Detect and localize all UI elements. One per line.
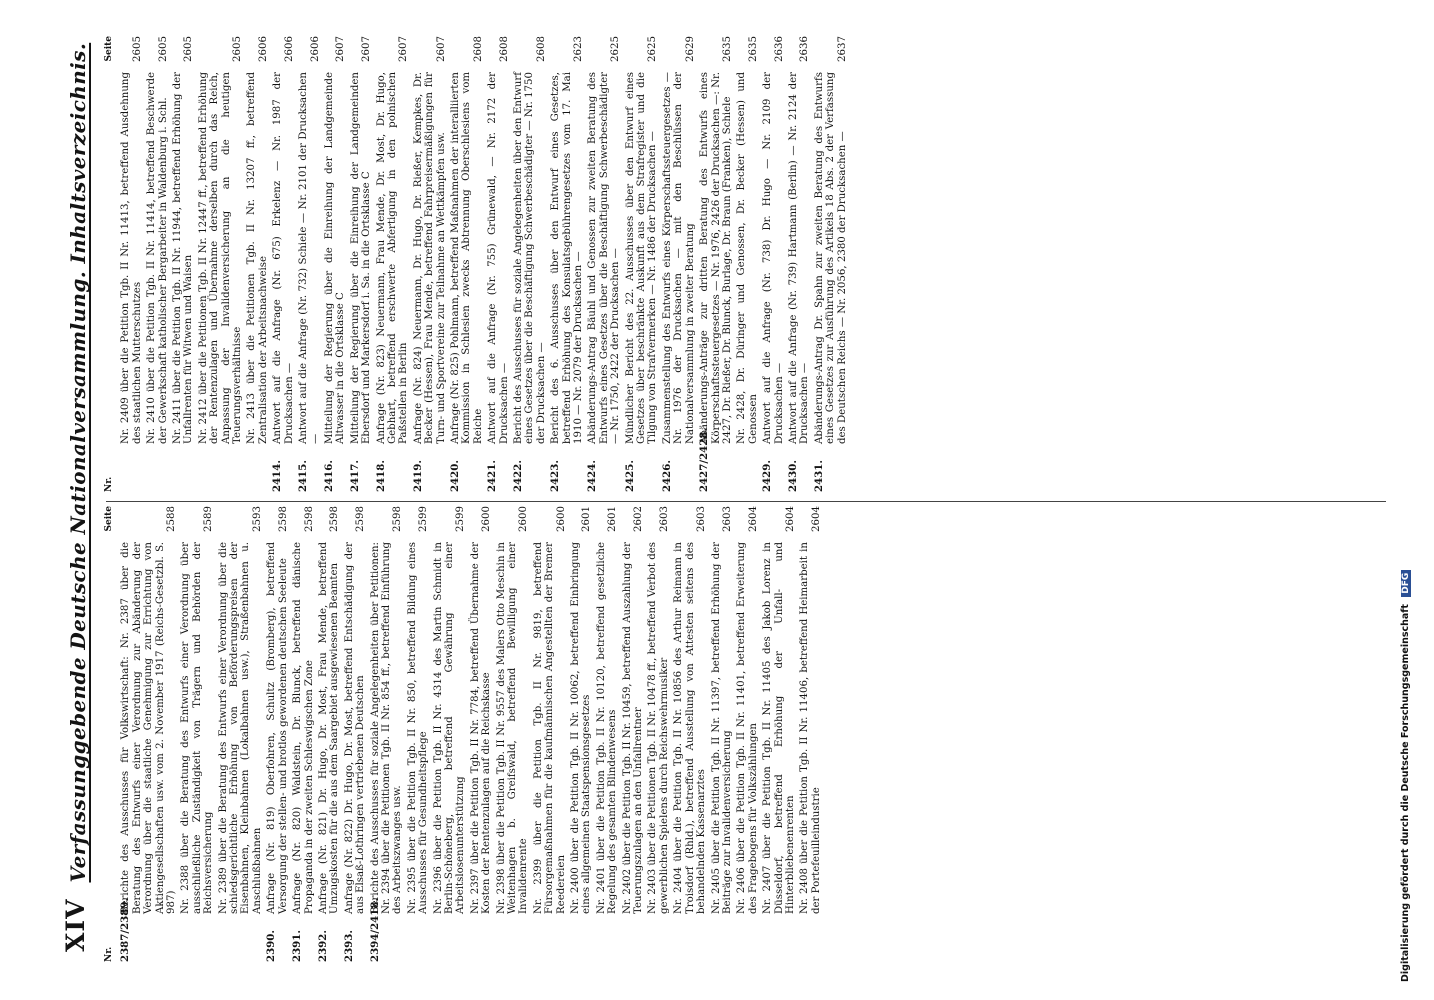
- index-entry: [487, 36, 510, 492]
- index-entry: [736, 36, 759, 492]
- index-entry: [570, 506, 593, 962]
- entry-text: Antwort auf die Anfrage (Nr. 739) Hartmann (Berlin) — Nr. 2124 der Drucksachen —: [787, 72, 811, 444]
- index-entry: [324, 36, 347, 492]
- index-column-left: [104, 506, 1390, 962]
- entry-text: Nr. 2407 über die Petition Tgb. II Nr. 11405 des Jakob Lorenz in Düsseldorf, betreffend Erhöhung der Unfall- und Hinterbliebenenrenten: [762, 542, 796, 914]
- index-entry: [533, 506, 567, 962]
- entry-number: [146, 448, 169, 492]
- index-entry: [172, 36, 195, 492]
- index-entry: [736, 506, 759, 962]
- entry-page: 2589: [203, 506, 215, 532]
- entry-text: Nr. 2388 über die Beratung des Entwurfs einer Verordnung über ausschließliche Zuständigkeit von Trägern und Behörden der Reichsversicherung: [180, 542, 215, 914]
- entry-number: 2420.: [448, 460, 461, 492]
- entry-page: 2608: [498, 36, 510, 62]
- index-entry: [711, 506, 734, 962]
- page-header: [46, 32, 90, 952]
- entry-list: [120, 36, 848, 492]
- entry-page: 2600: [518, 506, 530, 532]
- entry-number: 2390.: [265, 930, 278, 962]
- entry-number: [433, 918, 467, 962]
- index-entry: [622, 506, 645, 962]
- entry-text: Mitteilung der Regierung über die Einreihung der Landgemeinden Ebersdorf und Markersdorf i. Sa. in die Ortsklasse C: [349, 72, 373, 444]
- entry-number: [673, 918, 707, 962]
- index-entry: [318, 506, 341, 962]
- entry-number: 2391.: [291, 930, 304, 962]
- entry-number: 2430.: [786, 460, 799, 492]
- entry-text: Antwort auf die Anfrage (Nr. 738) Dr. Hugo — Nr. 2109 der Drucksachen —: [762, 72, 785, 444]
- index-entry: [246, 36, 269, 492]
- seite-label: Seite: [104, 36, 114, 62]
- entry-page: 2635: [721, 36, 733, 62]
- entry-text: Nr. 2397 über die Petition Tgb. II Nr. 7784, betreffend Übernahme der Kosten der Rentenzulagen auf die Reichskasse: [469, 542, 493, 914]
- entry-page: 2603: [721, 506, 733, 532]
- entry-page: 2602: [633, 506, 645, 532]
- entry-number: 2416.: [322, 460, 335, 492]
- entry-page: 2599: [418, 506, 430, 532]
- entry-number: [246, 448, 269, 492]
- entry-number: [180, 918, 214, 962]
- entry-list: [120, 506, 822, 962]
- index-entry: [433, 506, 467, 962]
- page-number: XIV: [61, 898, 90, 952]
- entry-number: 2426.: [660, 460, 673, 492]
- index-entry: [513, 36, 547, 492]
- entry-number: 2423.: [549, 460, 562, 492]
- entry-text: Antwort auf die Anfrage (Nr. 755) Grünewald, — Nr. 2172 der Drucksachen —: [487, 72, 510, 444]
- entry-number: 2387/2389.: [119, 898, 132, 962]
- entry-page: 2607: [435, 36, 447, 62]
- entry-page: 2625: [610, 36, 622, 62]
- index-entry: [218, 506, 264, 962]
- entry-number: 2414.: [271, 460, 284, 492]
- entry-page: 2605: [157, 36, 169, 62]
- credit-text: Digitalisierung gefördert durch die Deutsche Forschungsgemeinschaft: [1400, 604, 1411, 982]
- entry-text: Nr. 2428, Dr. Düringer und Genossen, Dr. Becker (Hessen) und Genossen: [736, 72, 759, 444]
- index-entry: [344, 506, 367, 962]
- entry-number: 2431.: [812, 460, 825, 492]
- entry-number: [647, 918, 670, 962]
- entry-page: 2623: [573, 36, 585, 62]
- entry-page: 2601: [581, 506, 593, 532]
- entry-text: Nr. 2400 über die Petition Tgb. II Nr. 10062, betreffend Einbringung eines allgemeinen Staatspensionsgesetzes: [570, 542, 593, 914]
- index-entry: [350, 36, 373, 492]
- entry-text: Anfrage (Nr. 822) Dr. Hugo, Dr. Most, betreffend Entschädigung der aus Elsaß-Lothringen vertriebenen Deutschen: [343, 542, 367, 914]
- entry-number: 2427/2428.: [698, 428, 711, 492]
- entry-text: Zusammenstellung des Entwurfs eines Körperschaftssteuergesetzes — Nr. 1976 der Drucksachen — mit den Beschlüssen der Nationalversammlung in zweiter Beratung: [661, 72, 696, 444]
- index-entry: [496, 506, 530, 962]
- entry-page: 2603: [658, 506, 670, 532]
- entry-text: Nr. 2396 über die Petition Tgb. II Nr. 4314 des Martin Schmidt in Berlin-Schöneberg, betreffend Gewährung einer Arbeitslosenunterstützung: [432, 542, 467, 914]
- entry-text: Anfrage (Nr. 820) Waldstein, Dr. Blunck, betreffend dänische Propaganda in der zweiten Schleswigschen Zone: [292, 542, 315, 914]
- entry-number: [622, 918, 645, 962]
- entry-text: Nr. 2401 über die Petition Tgb. II Nr. 10120, betreffend gesetzliche Regelung des gesamten Blindenwesens: [595, 542, 619, 914]
- index-entry: [799, 506, 822, 962]
- index-entry: [587, 36, 621, 492]
- entry-number: 2415.: [297, 460, 310, 492]
- entry-number: [736, 448, 759, 492]
- column-header: [104, 506, 115, 962]
- entry-number: [198, 448, 244, 492]
- entry-text: Nr. 2406 über die Petition Tgb. II Nr. 11401, betreffend Erweiterung des Fragebogens für Volkszählungen: [736, 542, 759, 914]
- index-entry: [470, 506, 493, 962]
- entry-page: 2607: [335, 36, 347, 62]
- index-entry: [788, 36, 811, 492]
- entry-page: 2603: [696, 506, 708, 532]
- entry-text: Abänderungs-Antrag Dr. Spahn zur zweiten Beratung des Entwurfs eines Gesetzes zur Ausführung des Artikels 18 Abs. 2 der Verfassung des Deutschen Reichs — Nr. 2056, 2380 der Drucksachen —: [813, 72, 848, 444]
- entry-page: 2598: [277, 506, 289, 532]
- entry-text: Abänderungs-Antrag Bäuhl und Genossen zur zweiten Beratung des Entwurfs eines Gesetzes über die Beschäftigung Schwerbeschädigter — Nr. 1750, 2422 der Drucksachen —: [587, 72, 622, 444]
- entry-number: 2425.: [623, 460, 636, 492]
- entry-number: 2393.: [342, 930, 355, 962]
- entry-page: 2637: [836, 36, 848, 62]
- entry-text: Anfrage (Nr. 819) Oberfohren, Schultz (Bromberg), betreffend Versorgung der stellen- und brotlos gewordenen deutschen Seeleute: [266, 542, 289, 914]
- entry-page: 2605: [232, 36, 244, 62]
- entry-text: Antwort auf die Anfrage (Nr. 732) Schiele — Nr. 2101 der Drucksachen —: [298, 72, 321, 444]
- entry-number: [218, 918, 264, 962]
- index-entry: [762, 36, 785, 492]
- entry-number: [533, 918, 567, 962]
- page-title: Verfassunggebende Deutsche Nationalversammlung. Inhaltsverzeichnis.: [66, 42, 90, 883]
- entry-page: 2604: [784, 506, 796, 532]
- entry-number: [762, 918, 796, 962]
- entry-number: [736, 918, 759, 962]
- entry-number: 2422.: [512, 460, 524, 492]
- entry-number: 2424.: [586, 460, 599, 492]
- index-entry: [120, 506, 177, 962]
- entry-number: [496, 918, 530, 962]
- credit-strip: [1418, 0, 1434, 1000]
- entry-page: 2593: [251, 506, 263, 532]
- entry-number: 2419.: [411, 460, 424, 492]
- index-entry: [292, 506, 315, 962]
- entry-text: Abänderungs-Anträge zur dritten Beratung des Entwurfs eines Körperschaftssteuergesetzes — Nr. 1976, 2426 der Drucksachen —: Nr. 2427, Dr. Rießer, Dr. Blunck, Burlage, Dr. Braun (Franken), Schiele: [699, 72, 733, 444]
- index-entry: [272, 36, 295, 492]
- index-entry: [550, 36, 584, 492]
- index-entry: [625, 36, 659, 492]
- entry-page: 2601: [607, 506, 619, 532]
- index-entry: [762, 506, 796, 962]
- column-header: [104, 36, 115, 492]
- nr-label: Nr.: [104, 476, 114, 492]
- entry-text: Nr. 2413 über die Petitionen Tgb. II Nr. 13207 ff., betreffend Zentralisation der Arbeitsnachweise: [246, 72, 269, 444]
- entry-page: 2598: [392, 506, 404, 532]
- index-entry: [376, 36, 410, 492]
- entry-page: 2598: [329, 506, 341, 532]
- entry-text: Nr. 2402 über die Petition Tgb. II Nr. 10459, betreffend Auszahlung der Teuerungszulagen an den Unfallrentner: [621, 542, 645, 914]
- entry-number: [407, 918, 430, 962]
- seite-label: Seite: [104, 506, 114, 532]
- entry-text: Nr. 2410 über die Petition Tgb. II Nr. 11414, betreffend Beschwerde der Gewerkschaft katholischer Bergarbeiter in Waldenburg i. Schl.: [146, 72, 169, 444]
- index-entry: [699, 36, 733, 492]
- index-entry: [662, 36, 696, 492]
- entry-text: Antwort auf die Anfrage (Nr. 675) Erkelenz — Nr. 1987 der Drucksachen —: [272, 72, 295, 444]
- entry-number: 2418.: [374, 460, 387, 492]
- entry-number: 2417.: [348, 460, 361, 492]
- entry-page: 2599: [455, 506, 467, 532]
- entry-text: Anfrage (Nr. 825) Pohlmann, betreffend Maßnahmen der interalliierten Kommission in Schlesien zwecks Abtrennung Oberschlesiens vom Reiche: [449, 72, 484, 444]
- entry-page: 2607: [398, 36, 410, 62]
- nr-label: Nr.: [104, 946, 114, 962]
- index-entry: [298, 36, 321, 492]
- entry-page: 2606: [283, 36, 295, 62]
- entry-page: 2598: [303, 506, 315, 532]
- digitization-credit: [1400, 0, 1420, 1000]
- entry-page: 2600: [481, 506, 493, 532]
- entry-text: Nr. 2399 über die Petition Tgb. II Nr. 9819, betreffend Fürsorgemaßnahmen für die kaufmännischen Angestellten der Bremer Reedereien: [532, 542, 567, 914]
- entry-page: 2625: [647, 36, 659, 62]
- entry-page: 2608: [472, 36, 484, 62]
- entry-page: 2629: [684, 36, 696, 62]
- dfg-logo: DFG: [1401, 570, 1411, 597]
- entry-number: [470, 918, 493, 962]
- entry-number: [120, 448, 143, 492]
- entry-page: 2600: [555, 506, 567, 532]
- index-column-right: [104, 36, 1390, 492]
- entry-text: Mitteilung der Regierung über die Einreihung der Landgemeinde Altwasser in die Ortsklasse C: [323, 72, 347, 444]
- entry-page: 2607: [361, 36, 373, 62]
- index-entry: [120, 36, 143, 492]
- entry-number: [596, 918, 619, 962]
- index-entry: [198, 36, 244, 492]
- entry-text: Nr. 2403 über die Petitionen Tgb. II Nr. 10478 ff., betreffend Verbot des gewerblichen Spielens durch Reichswehrmusiker: [647, 542, 670, 914]
- entry-text: Mündlicher Bericht des 22. Ausschusses über den Entwurf eines Gesetzes über beschränkte Auskunft aus dem Strafregister und die Tilgung von Strafvermerken — Nr. 1486 der Drucksachen —: [624, 72, 659, 444]
- entry-page: 2598: [355, 506, 367, 532]
- entry-page: 2604: [747, 506, 759, 532]
- entry-text: Anfrage (Nr. 823) Neuermann, Frau Mende, Dr. Most, Dr. Hugo, Gebhart, betreffend erschwerte Abfertigung in den polnischen Paßstellen in Berlin: [375, 72, 410, 444]
- entry-text: Anfrage (Nr. 821) Dr. Hugo, Dr. Most, Frau Mende, betreffend Umzugskosten für die aus dem Saargebiet ausgewiesenen Beamten: [317, 542, 341, 914]
- index-entry: [814, 36, 848, 492]
- entry-page: 2608: [535, 36, 547, 62]
- entry-text: Nr. 2395 über die Petition Tgb. II Nr. 850, betreffend Bildung eines Ausschusses für Gesundheitspflege: [406, 542, 430, 914]
- entry-number: 2394/2418.: [368, 898, 381, 962]
- entry-text: Nr. 2412 über die Petitionen Tgb. II Nr. 12447 ff., betreffend Erhöhung der Rentenzulagen und Übernahme derselben durch das Reich, Anpassung der Invalidenversicherung an die heutigen Teuerungsverhältnisse: [197, 72, 244, 444]
- index-entry: [450, 36, 484, 492]
- entry-page: 2588: [166, 506, 178, 532]
- index-entry: [413, 36, 447, 492]
- entry-page: 2636: [773, 36, 785, 62]
- entry-page: 2606: [309, 36, 321, 62]
- entry-number: 2429.: [761, 460, 774, 492]
- entry-page: 2635: [747, 36, 759, 62]
- entry-number: 2392.: [316, 930, 329, 962]
- column-divider: [106, 501, 1386, 502]
- entry-page: 2636: [799, 36, 811, 62]
- entry-number: [172, 448, 195, 492]
- entry-text: Nr. 2404 über die Petition Tgb. II Nr. 10856 des Arthur Reimann in Troisdorf (Rhld.), betreffend Ausstellung von Attesten seitens des behandelnden Kassenarztes: [673, 542, 708, 914]
- index-entry: [673, 506, 707, 962]
- entry-text: Bericht des 6. Ausschusses über den Entwurf eines Gesetzes, betreffend Erhöhung des Konsulatsgebührengesetzes vom 17. Mai 1910 — Nr. 2079 der Drucksachen —: [550, 72, 585, 444]
- index-entry: [370, 506, 404, 962]
- entry-number: [799, 918, 822, 962]
- entry-number: [570, 918, 593, 962]
- entry-text: Nr. 2409 über die Petition Tgb. II Nr. 11413, betreffend Ausdehnung des staatlichen Mutterschutzes: [120, 72, 143, 444]
- entry-text: Anfrage (Nr. 824) Neuermann, Dr. Hugo, Dr. Rießer, Kempkes, Dr. Becker (Hessen), Frau Mende, betreffend Fahrpreisermäßigungen für Turn- und Sportvereine zur Teilnahme an Wettkämpfen usw.: [412, 72, 447, 444]
- index-entry: [647, 506, 670, 962]
- index-entry: [596, 506, 619, 962]
- entry-text: Bericht des Ausschusses für soziale Angelegenheiten über den Entwurf eines Gesetzes über die Beschäftigung Schwerbeschädigter — Nr. 1750 der Drucksachen —: [513, 72, 547, 444]
- entry-page: 2605: [131, 36, 143, 62]
- index-entry: [146, 36, 169, 492]
- entry-text: Nr. 2405 über die Petition Tgb. II Nr. 11397, betreffend Erhöhung der Beiträge zur Invalidenversicherung: [710, 542, 733, 914]
- entry-text: Nr. 2408 über die Petition Tgb. II Nr. 11406, betreffend Heimarbeit in der Portefeuilleindustrie: [799, 542, 822, 914]
- entry-text: Nr. 2411 über die Petition Tgb. II Nr. 11944, betreffend Erhöhung der Unfallrenten für Witwen und Waisen: [172, 72, 195, 444]
- entry-number: 2421.: [486, 460, 499, 492]
- entry-text: Berichte des Ausschusses für Volkswirtschaft: Nr. 2387 über die Beratung des Entwurfs einer Verordnung zur Abänderung der Verordnung über die staatliche Genehmigung zur Errichtung von Aktiengesellschaften usw. vom 2. November 1917 (Reichs-Gesetzbl. S. 987): [120, 542, 178, 914]
- entry-page: 2606: [257, 36, 269, 62]
- entry-page: 2604: [810, 506, 822, 532]
- index-entry: [266, 506, 289, 962]
- entry-number: [711, 918, 734, 962]
- entry-page: 2605: [183, 36, 195, 62]
- entry-text: Berichte des Ausschusses für soziale Angelegenheiten über Petitionen: Nr. 2394 über die Petitionen Tgb. II Nr. 854 ff., betreffend Einführung des Arbeitszwanges usw.: [369, 542, 404, 914]
- index-entry: [180, 506, 214, 962]
- index-entry: [407, 506, 430, 962]
- entry-text: Nr. 2398 über die Petition Tgb. II Nr. 9557 des Malers Otto Meschin in Weitenhagen b. Greifswald, betreffend Bewilligung einer Invalidenrente: [495, 542, 530, 914]
- entry-text: Nr. 2389 über die Beratung des Entwurfs einer Verordnung über die schiedsgerichtliche Erhöhung von Beförderungspreisen der Eisenbahnen, Kleinbahnen (Lokalbahnen usw.), Straßenbahnen u. Anschlußbahnen: [217, 542, 263, 914]
